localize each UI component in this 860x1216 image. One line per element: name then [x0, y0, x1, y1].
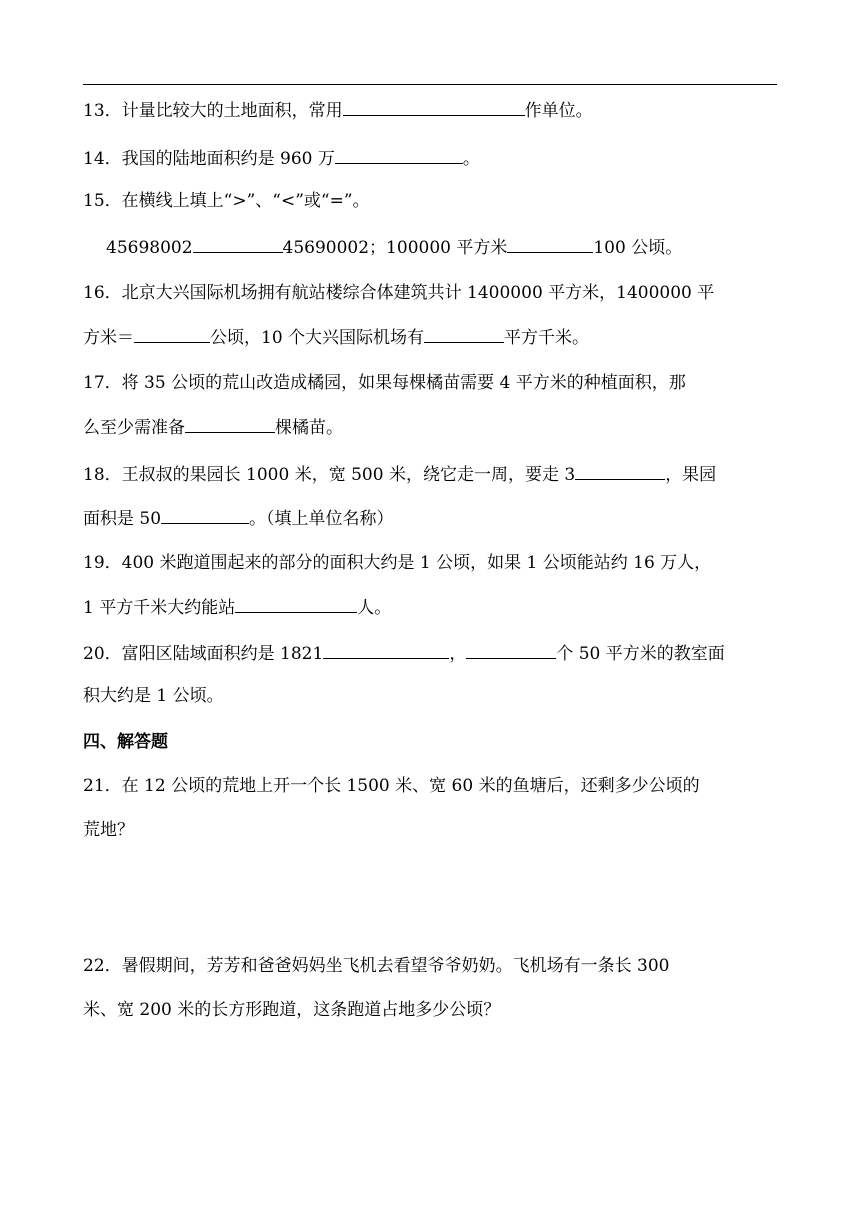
question-number: 21． [83, 776, 122, 796]
answer-blank[interactable] [193, 235, 283, 253]
question-21: 21．在 12 公顷的荒地上开一个长 1500 米、宽 60 米的鱼塘后，还剩多少公顷的 [83, 776, 700, 796]
question-number: 15． [83, 191, 122, 211]
question-22: 22．暑假期间，芳芳和爸爸妈妈坐飞机去看望爷爷奶奶。飞机场有一条长 300 [83, 956, 670, 976]
question-16-line-2: 方米＝ 公顷，10 个大兴国际机场有 平方千米。 [83, 325, 783, 349]
question-19-line-2: 1 平方千米大约能站 人。 [83, 595, 783, 619]
answer-blank[interactable] [335, 146, 463, 164]
question-20: 20．富阳区陆域面积约是 1821 ， 个 50 平方米的教室面 [83, 641, 783, 665]
question-18: 18．王叔叔的果园长 1000 米，宽 500 米，绕它走一周，要走 3 ，果园 [83, 462, 783, 486]
question-18-line-2: 面积是 50 。（填上单位名称） [83, 506, 783, 530]
question-14: 14．我国的陆地面积约是 960 万 。 [83, 146, 783, 170]
question-number: 22． [83, 956, 122, 976]
answer-blank[interactable] [161, 506, 249, 524]
answer-blank[interactable] [343, 98, 525, 116]
answer-blank[interactable] [424, 325, 504, 343]
question-number: 18． [83, 465, 122, 485]
question-number: 19． [83, 553, 122, 573]
question-13: 13．计量比较大的土地面积，常用 作单位。 [83, 98, 783, 122]
question-20-line-2: 积大约是 1 公顷。 [83, 686, 224, 706]
question-22-line-2: 米、宽 200 米的长方形跑道，这条跑道占地多少公顷？ [83, 1000, 501, 1020]
answer-blank[interactable] [575, 462, 665, 480]
question-number: 17． [83, 373, 122, 393]
question-number: 14． [83, 149, 122, 169]
question-number: 16． [83, 283, 122, 303]
answer-blank[interactable] [323, 641, 449, 659]
answer-blank[interactable] [466, 641, 556, 659]
question-number: 13． [83, 101, 122, 121]
answer-blank[interactable] [507, 235, 593, 253]
section-heading: 四、解答题 [83, 732, 168, 752]
question-17: 17．将 35 公顷的荒山改造成橘园，如果每棵橘苗需要 4 平方米的种植面积，那 [83, 373, 686, 393]
question-15: 15．在横线上填上“>”、“<”或“=”。 [83, 191, 370, 211]
answer-blank[interactable] [235, 595, 357, 613]
header-rule [83, 84, 777, 85]
question-17-line-2: 么至少需准备 棵橘苗。 [83, 415, 783, 439]
question-15-blanks: 45698002 45690002；100000 平方米 100 公顷。 [106, 235, 806, 259]
question-19: 19．400 米跑道围起来的部分的面积大约是 1 公顷，如果 1 公顷能站约 16 万人， [83, 553, 712, 573]
question-number: 20． [83, 644, 122, 664]
question-16: 16．北京大兴国际机场拥有航站楼综合体建筑共计 1400000 平方米，1400000 平 [83, 283, 715, 303]
question-21-line-2: 荒地？ [83, 820, 134, 840]
answer-blank[interactable] [134, 325, 210, 343]
answer-blank[interactable] [185, 415, 275, 433]
